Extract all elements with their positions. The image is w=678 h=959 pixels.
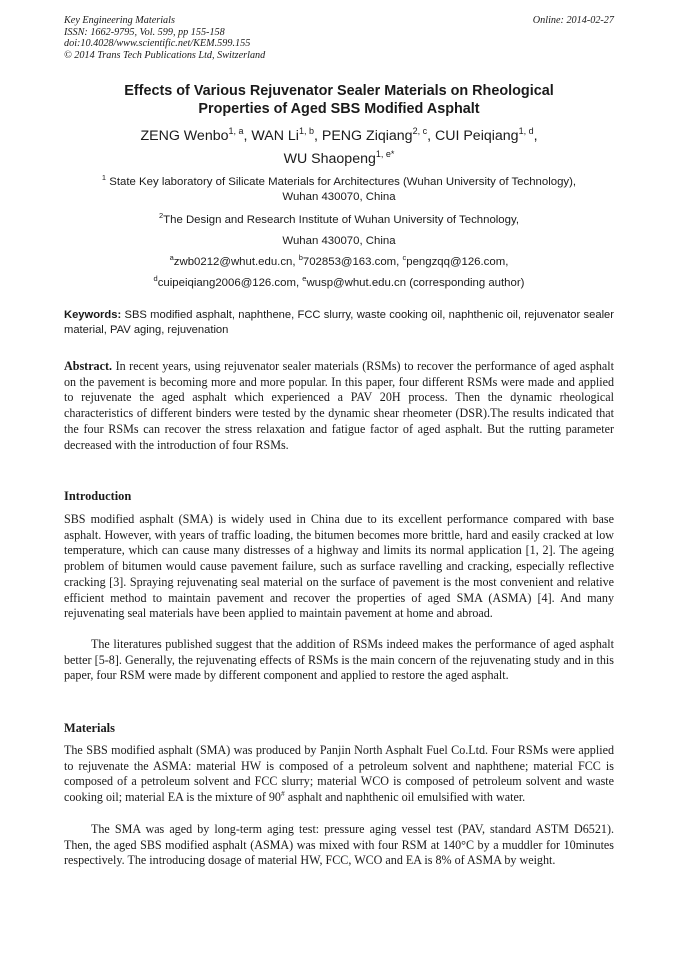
email-sup: e — [302, 274, 307, 283]
author-sup: 2, c — [412, 126, 428, 136]
author-sep: , — [533, 128, 538, 144]
email-sup: a — [169, 253, 174, 262]
materials-sup: # — [280, 789, 285, 799]
author-name: WAN Li — [251, 128, 299, 144]
email-address[interactable]: pengzqq@126.com, — [406, 256, 509, 268]
author-name: PENG Ziqiang — [321, 128, 413, 144]
title-line-1: Effects of Various Rejuvenator Sealer Materials on Rheological — [124, 83, 554, 99]
email-list — [64, 252, 614, 294]
affiliation-1 — [64, 175, 614, 205]
doi-line[interactable]: doi:10.4028/www.scientific.net/KEM.599.155 — [64, 38, 251, 50]
intro-paragraph-1: SBS modified asphalt (SMA) is widely used in China due to its excellent performance compared with base asphalt. However, with years of traffic loading, the bitumen becomes more brittle, hard and easily cracked at low temperature, which can cause many distresses of a highway and limits its normal application [1, 2]. The ageing problem of bitumen would cause pavement failure, such as surface ravelling and cracking, especially reflective cracking [3]. Spraying rejuvenating seal material on the surface of pavement is the most convenient and relative efficient method to maintain pavement and recover the properties of aged SMA (ASMA) [4]. And many rejuvenating seal materials have been applied to maintain pavement at home and abroad. — [64, 512, 614, 621]
affiliation-2 — [64, 210, 614, 252]
author-sep: , — [313, 128, 322, 144]
section-heading-introduction: Introduction — [64, 489, 132, 503]
section-heading-materials: Materials — [64, 721, 115, 735]
title-line-2: Properties of Aged SBS Modified Asphalt — [198, 101, 480, 117]
author-sep: , — [243, 128, 252, 144]
keywords-text: SBS modified asphalt, naphthene, FCC slurry, waste cooking oil, naphthenic oil, rejuvenator sealer material, PAV aging, rejuvenation — [64, 309, 614, 336]
author-sep: , — [427, 128, 435, 144]
affiliation-text: The Design and Research Institute of Wuhan University of Technology, — [163, 214, 519, 226]
affiliation-text: State Key laboratory of Silicate Materials for Architectures (Wuhan University of Technology), — [109, 176, 577, 188]
materials-text: The SBS modified asphalt (SMA) was produced by Panjin North Asphalt Fuel Co.Ltd. Four RSMs were applied to rejuvenate the ASMA: material HW is composed of a petroleum solvent and naphthene; material FCC is composed of a petroleum solvent and FCC slurry; material WCO is composed of petroleum solvent and waste cooking oil; material EA is the mixture of 90 — [64, 743, 614, 805]
materials-paragraph-1 — [64, 743, 614, 806]
abstract-text: In recent years, using rejuvenator sealer materials (RSMs) to recover the performance of aged asphalt on the pavement is becoming more and more popular. In this paper, four different RSMs were made and applied to rejuvenate the aged asphalt which experienced a PAV 20H process. Then the dynamic rheological characteristics of different binders were tested by the dynamic shear rheometer (DSR).The results indicated that the four RSMs can recover the stress relaxation and fatigue factor of aged asphalt. But the rutting parameter decreased with the introduction of four RSMs. — [64, 359, 614, 452]
author-list — [64, 125, 614, 171]
materials-text: asphalt and naphthenic oil emulsified with water. — [284, 790, 526, 805]
abstract — [64, 359, 614, 453]
copyright-line: © 2014 Trans Tech Publications Ltd, Switzerland — [64, 49, 266, 61]
email-sup: c — [402, 253, 407, 262]
author-sup: 1, b — [298, 126, 314, 136]
author-sup: 1, a — [228, 126, 244, 136]
author-name: ZENG Wenbo — [140, 128, 229, 144]
journal-name: Key Engineering Materials — [64, 15, 175, 26]
materials-paragraph-2: The SMA was aged by long-term aging test: pressure aging vessel test (PAV, standard ASTM D6521). Then, the aged SBS modified asphalt (ASMA) was mixed with four RSM at 140°C by a muddler for 10minutes respectively. The introducing dosage of material HW, FCC, WCO and EA is 8% of ASMA by weight. — [64, 822, 614, 868]
author-sup: 1, d — [518, 126, 534, 136]
abstract-label: Abstract. — [64, 359, 113, 373]
email-address[interactable]: zwb0212@whut.edu.cn, — [173, 256, 299, 268]
author-name: CUI Peiqiang — [434, 128, 519, 144]
email-address[interactable]: 702853@163.com, — [302, 256, 403, 268]
keywords-label: Keywords: — [64, 309, 122, 321]
affiliation-city: Wuhan 430070, China — [282, 191, 396, 203]
email-address[interactable]: cuipeiqiang2006@126.com, — [157, 277, 303, 289]
affiliation-sup: 1 — [101, 173, 107, 182]
affiliation-sup: 2 — [158, 211, 164, 220]
email-sup: d — [153, 274, 158, 283]
keywords — [64, 308, 614, 338]
paper-title — [64, 82, 614, 118]
issn-line: ISSN: 1662-9795, Vol. 599, pp 155-158 — [64, 26, 225, 38]
affiliation-city: Wuhan 430070, China — [282, 235, 396, 247]
running-header — [64, 15, 614, 61]
intro-paragraph-2: The literatures published suggest that the addition of RSMs indeed makes the performance of aged asphalt better [5-8]. Generally, the rejuvenating effects of RSMs is the main concern of the rejuvenating study and in this paper, four RSM were made by different component and applied to restore the aged asphalt. — [64, 637, 614, 683]
email-address[interactable]: wusp@whut.edu.cn (corresponding author) — [306, 277, 525, 289]
online-date: Online: 2014-02-27 — [532, 15, 614, 26]
email-sup: b — [298, 253, 303, 262]
author-sup: 1, e* — [375, 149, 395, 159]
author-name: WU Shaopeng — [283, 151, 376, 167]
